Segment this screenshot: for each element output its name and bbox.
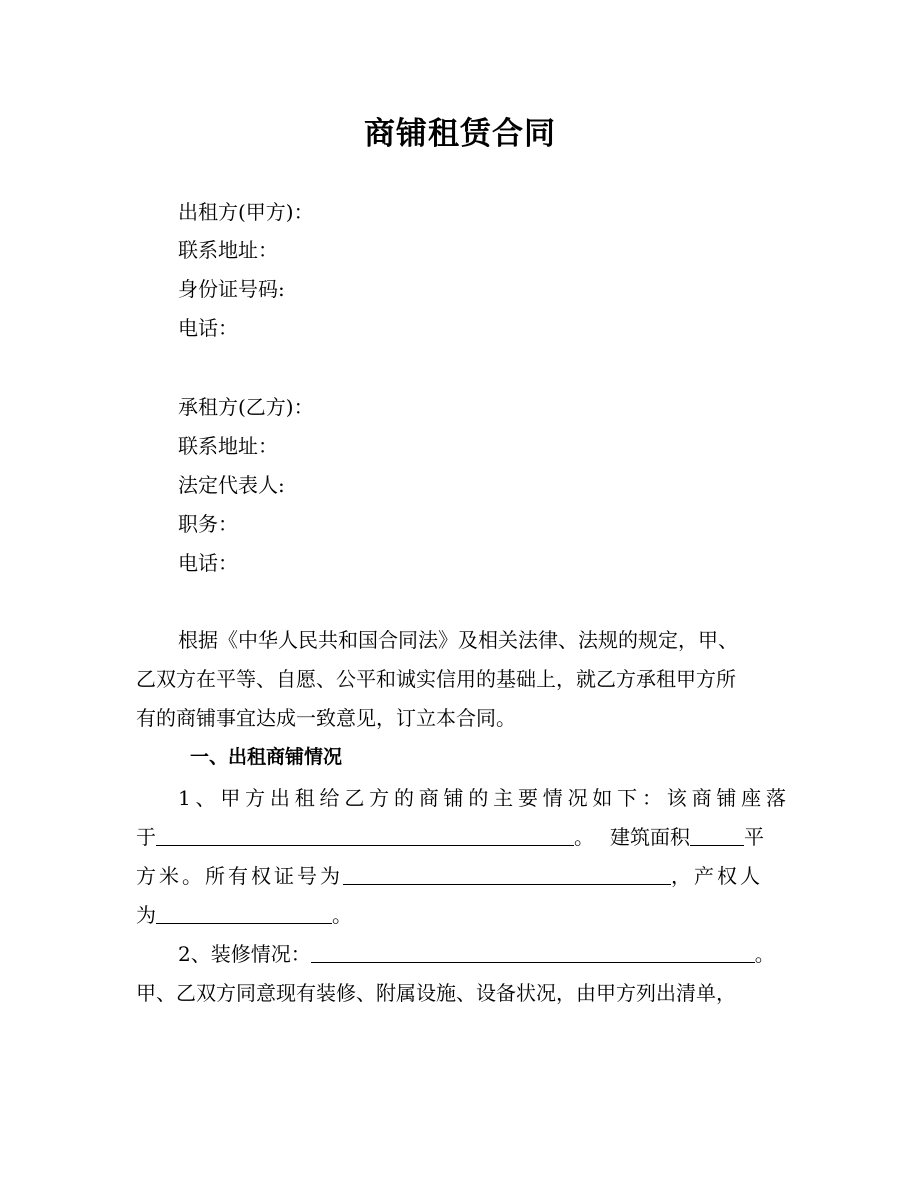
clause-line: 1、甲方出租给乙方的商铺的主要情况如下：该商铺座落 (178, 786, 786, 810)
lessee-representative-label: 法定代表人: (178, 473, 285, 497)
clause-text: 。 (574, 825, 594, 849)
certificate-number-blank (343, 862, 671, 885)
preamble-paragraph (136, 621, 786, 738)
section-heading: 一、出租商铺情况 (190, 746, 343, 768)
clause-text: 方米。所有权证号为 (136, 864, 343, 888)
clause-line: 甲、乙双方同意现有装修、附属设施、设备状况，由甲方列出清单， (136, 981, 736, 1005)
document-title: 商铺租赁合同 (364, 116, 556, 152)
owner-blank (156, 901, 332, 924)
clause-line (136, 818, 786, 857)
preamble-line: 乙双方在平等、自愿、公平和诚实信用的基础上，就乙方承租甲方所 (136, 667, 736, 691)
clause-text: 于 (136, 825, 156, 849)
lessee-heading: 承租方(乙方)： (178, 395, 314, 419)
decoration-blank (311, 940, 755, 963)
clause-text: 2、装修情况： (178, 942, 311, 966)
lessee-address-label: 联系地址： (178, 434, 278, 458)
lessor-phone-label: 电话： (178, 316, 238, 340)
clause-line (136, 857, 786, 896)
area-blank (690, 823, 744, 846)
lessor-id-label: 身份证号码: (178, 277, 285, 301)
clause-text: ，产权人 (671, 864, 763, 888)
clause-line (136, 896, 786, 935)
lessor-address-label: 联系地址： (178, 238, 278, 262)
clause-2 (136, 935, 786, 1013)
clause-text: 建筑面积 (610, 825, 690, 849)
clause-line (136, 935, 786, 974)
lessor-heading: 出租方(甲方)： (178, 200, 314, 224)
clause-text: 。 (754, 942, 775, 966)
lessee-phone-label: 电话： (178, 551, 238, 575)
clause-text: 平 (744, 825, 764, 849)
clause-1 (136, 779, 786, 935)
location-blank (156, 823, 574, 846)
clause-text: 。 (332, 903, 352, 927)
preamble-line: 根据《中华人民共和国合同法》及相关法律、法规的规定，甲、 (178, 628, 738, 652)
lessee-position-label: 职务： (178, 512, 238, 536)
clause-text: 为 (136, 903, 156, 927)
preamble-line: 有的商铺事宜达成一致意见，订立本合同。 (136, 706, 516, 730)
